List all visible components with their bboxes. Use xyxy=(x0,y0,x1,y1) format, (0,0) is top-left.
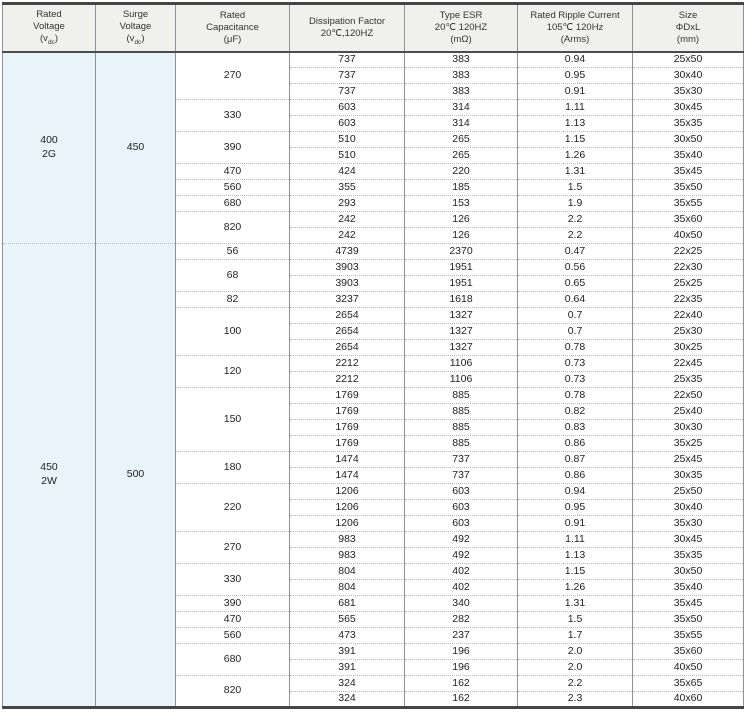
capacitance-cell: 390 xyxy=(176,596,290,612)
ripple-current-cell: 1.15 xyxy=(518,132,633,148)
dissipation-factor-cell: 242 xyxy=(290,212,405,228)
ripple-current-cell: 0.47 xyxy=(518,244,633,260)
esr-cell: 383 xyxy=(405,84,518,100)
esr-cell: 402 xyxy=(405,564,518,580)
size-cell: 35x65 xyxy=(633,676,744,692)
esr-cell: 1106 xyxy=(405,356,518,372)
esr-cell: 162 xyxy=(405,692,518,708)
capacitance-cell: 560 xyxy=(176,180,290,196)
size-cell: 25x50 xyxy=(633,484,744,500)
ripple-current-cell: 1.7 xyxy=(518,628,633,644)
esr-cell: 126 xyxy=(405,228,518,244)
dissipation-factor-cell: 391 xyxy=(290,660,405,676)
esr-cell: 185 xyxy=(405,180,518,196)
ripple-current-cell: 2.2 xyxy=(518,212,633,228)
size-cell: 30x35 xyxy=(633,468,744,484)
size-cell: 35x35 xyxy=(633,548,744,564)
capacitance-cell: 470 xyxy=(176,164,290,180)
esr-cell: 340 xyxy=(405,596,518,612)
dissipation-factor-cell: 983 xyxy=(290,548,405,564)
ripple-current-cell: 0.73 xyxy=(518,356,633,372)
ripple-current-cell: 0.95 xyxy=(518,68,633,84)
size-cell: 35x50 xyxy=(633,612,744,628)
esr-cell: 162 xyxy=(405,676,518,692)
ripple-current-cell: 2.3 xyxy=(518,692,633,708)
header-line: Dissipation Factor xyxy=(308,16,386,28)
capacitance-cell: 100 xyxy=(176,308,290,356)
capacitance-cell: 820 xyxy=(176,676,290,708)
header-dissipation-factor xyxy=(290,4,405,52)
header-unit: (mΩ) xyxy=(450,33,472,45)
ripple-current-cell: 1.5 xyxy=(518,612,633,628)
esr-cell: 196 xyxy=(405,660,518,676)
dissipation-factor-cell: 565 xyxy=(290,612,405,628)
esr-cell: 737 xyxy=(405,452,518,468)
dissipation-factor-cell: 737 xyxy=(290,84,405,100)
header-line: 20℃ 120HZ xyxy=(434,21,488,33)
size-cell: 35x45 xyxy=(633,596,744,612)
capacitor-spec-table xyxy=(2,2,744,709)
size-cell: 35x30 xyxy=(633,516,744,532)
dissipation-factor-cell: 737 xyxy=(290,52,405,68)
esr-cell: 265 xyxy=(405,148,518,164)
size-cell: 22x30 xyxy=(633,260,744,276)
rated-voltage-line: 400 xyxy=(40,134,58,147)
ripple-current-cell: 0.78 xyxy=(518,388,633,404)
dissipation-factor-cell: 983 xyxy=(290,532,405,548)
header-line: Voltage xyxy=(119,21,152,33)
size-cell: 25x30 xyxy=(633,324,744,340)
esr-cell: 737 xyxy=(405,468,518,484)
header-unit: (Arms) xyxy=(560,33,590,45)
header-line: Type ESR xyxy=(439,10,483,22)
header-unit: (mm) xyxy=(676,33,700,45)
unit-sub: dc xyxy=(134,38,142,46)
ripple-current-cell: 0.94 xyxy=(518,52,633,68)
dissipation-factor-cell: 242 xyxy=(290,228,405,244)
esr-cell: 492 xyxy=(405,532,518,548)
size-cell: 22x35 xyxy=(633,292,744,308)
esr-cell: 153 xyxy=(405,196,518,212)
esr-cell: 196 xyxy=(405,644,518,660)
esr-cell: 282 xyxy=(405,612,518,628)
size-cell: 35x55 xyxy=(633,196,744,212)
capacitance-cell: 180 xyxy=(176,452,290,484)
size-cell: 25x45 xyxy=(633,452,744,468)
esr-cell: 603 xyxy=(405,500,518,516)
dissipation-factor-cell: 1769 xyxy=(290,420,405,436)
unit-sub: dc xyxy=(47,38,55,46)
capacitance-cell: 56 xyxy=(176,244,290,260)
size-cell: 25x35 xyxy=(633,372,744,388)
capacitance-cell: 390 xyxy=(176,132,290,164)
size-cell: 35x40 xyxy=(633,148,744,164)
size-cell: 25x25 xyxy=(633,276,744,292)
esr-cell: 885 xyxy=(405,388,518,404)
ripple-current-cell: 1.26 xyxy=(518,580,633,596)
dissipation-factor-cell: 804 xyxy=(290,564,405,580)
dissipation-factor-cell: 1769 xyxy=(290,388,405,404)
size-cell: 30x50 xyxy=(633,132,744,148)
dissipation-factor-cell: 1206 xyxy=(290,500,405,516)
size-cell: 35x60 xyxy=(633,644,744,660)
size-cell: 30x40 xyxy=(633,68,744,84)
ripple-current-cell: 0.87 xyxy=(518,452,633,468)
dissipation-factor-cell: 804 xyxy=(290,580,405,596)
ripple-current-cell: 1.31 xyxy=(518,164,633,180)
esr-cell: 1618 xyxy=(405,292,518,308)
capacitance-cell: 68 xyxy=(176,260,290,292)
ripple-current-cell: 2.2 xyxy=(518,676,633,692)
ripple-current-cell: 0.7 xyxy=(518,324,633,340)
ripple-current-cell: 0.83 xyxy=(518,420,633,436)
ripple-current-cell: 1.5 xyxy=(518,180,633,196)
header-surge-voltage xyxy=(96,4,176,52)
ripple-current-cell: 1.13 xyxy=(518,116,633,132)
ripple-current-cell: 1.9 xyxy=(518,196,633,212)
ripple-current-cell: 1.15 xyxy=(518,564,633,580)
size-cell: 25x40 xyxy=(633,404,744,420)
esr-cell: 492 xyxy=(405,548,518,564)
esr-cell: 603 xyxy=(405,516,518,532)
size-cell: 35x40 xyxy=(633,580,744,596)
size-cell: 30x45 xyxy=(633,532,744,548)
dissipation-factor-cell: 737 xyxy=(290,68,405,84)
esr-cell: 314 xyxy=(405,116,518,132)
ripple-current-cell: 0.7 xyxy=(518,308,633,324)
ripple-current-cell: 0.94 xyxy=(518,484,633,500)
ripple-current-cell: 0.91 xyxy=(518,84,633,100)
ripple-current-cell: 0.56 xyxy=(518,260,633,276)
size-cell: 35x25 xyxy=(633,436,744,452)
ripple-current-cell: 0.86 xyxy=(518,468,633,484)
header-unit: (μF) xyxy=(223,33,242,45)
ripple-current-cell: 2.0 xyxy=(518,644,633,660)
size-cell: 35x60 xyxy=(633,212,744,228)
esr-cell: 126 xyxy=(405,212,518,228)
dissipation-factor-cell: 324 xyxy=(290,692,405,708)
unit-post: ) xyxy=(141,32,145,44)
header-ripple-current xyxy=(518,4,633,52)
size-cell: 22x40 xyxy=(633,308,744,324)
surge-voltage-cell: 450 xyxy=(96,52,176,244)
esr-cell: 265 xyxy=(405,132,518,148)
dissipation-factor-cell: 355 xyxy=(290,180,405,196)
ripple-current-cell: 2.2 xyxy=(518,228,633,244)
table-row xyxy=(3,52,744,68)
size-cell: 40x50 xyxy=(633,228,744,244)
esr-cell: 383 xyxy=(405,52,518,68)
esr-cell: 220 xyxy=(405,164,518,180)
esr-cell: 314 xyxy=(405,100,518,116)
dissipation-factor-cell: 510 xyxy=(290,148,405,164)
size-cell: 30x50 xyxy=(633,564,744,580)
table-body xyxy=(3,52,744,708)
esr-cell: 402 xyxy=(405,580,518,596)
size-cell: 35x35 xyxy=(633,116,744,132)
ripple-current-cell: 1.11 xyxy=(518,100,633,116)
dissipation-factor-cell: 2212 xyxy=(290,356,405,372)
ripple-current-cell: 0.65 xyxy=(518,276,633,292)
size-cell: 35x50 xyxy=(633,180,744,196)
capacitance-cell: 560 xyxy=(176,628,290,644)
esr-cell: 603 xyxy=(405,484,518,500)
size-cell: 22x50 xyxy=(633,388,744,404)
esr-cell: 1327 xyxy=(405,324,518,340)
dissipation-factor-cell: 324 xyxy=(290,676,405,692)
unit-post: ) xyxy=(54,32,58,44)
header-line: Voltage xyxy=(33,21,65,33)
unit-pre: (v xyxy=(40,32,48,44)
dissipation-factor-cell: 1206 xyxy=(290,484,405,500)
size-cell: 30x45 xyxy=(633,100,744,116)
esr-cell: 383 xyxy=(405,68,518,84)
size-cell: 25x50 xyxy=(633,52,744,68)
header-unit xyxy=(3,33,95,46)
header-capacitance xyxy=(176,4,290,52)
ripple-current-cell: 0.86 xyxy=(518,436,633,452)
header-esr xyxy=(405,4,518,52)
dissipation-factor-cell: 4739 xyxy=(290,244,405,260)
dissipation-factor-cell: 2212 xyxy=(290,372,405,388)
capacitance-cell: 680 xyxy=(176,644,290,676)
dissipation-factor-cell: 1474 xyxy=(290,468,405,484)
esr-cell: 885 xyxy=(405,420,518,436)
esr-cell: 1327 xyxy=(405,340,518,356)
unit-pre: (v xyxy=(126,32,135,44)
header-line: Size xyxy=(678,10,698,22)
header-line: Rated xyxy=(219,10,246,22)
capacitance-cell: 470 xyxy=(176,612,290,628)
ripple-current-cell: 0.91 xyxy=(518,516,633,532)
dissipation-factor-cell: 510 xyxy=(290,132,405,148)
header-line: Surge xyxy=(122,9,149,21)
dissipation-factor-cell: 293 xyxy=(290,196,405,212)
rated-voltage-line: 2W xyxy=(41,475,57,487)
table-header xyxy=(3,4,744,52)
ripple-current-cell: 0.95 xyxy=(518,500,633,516)
capacitance-cell: 820 xyxy=(176,212,290,244)
rated-voltage-line: 2G xyxy=(41,147,56,160)
size-cell: 30x40 xyxy=(633,500,744,516)
size-cell: 35x30 xyxy=(633,84,744,100)
size-cell: 35x45 xyxy=(633,164,744,180)
dissipation-factor-cell: 603 xyxy=(290,100,405,116)
ripple-current-cell: 1.31 xyxy=(518,596,633,612)
header-unit xyxy=(96,33,175,46)
dissipation-factor-cell: 1206 xyxy=(290,516,405,532)
header-rated-voltage xyxy=(3,4,96,52)
esr-cell: 885 xyxy=(405,436,518,452)
esr-cell: 1951 xyxy=(405,276,518,292)
capacitance-cell: 82 xyxy=(176,292,290,308)
capacitance-cell: 270 xyxy=(176,532,290,564)
dissipation-factor-cell: 603 xyxy=(290,116,405,132)
dissipation-factor-cell: 2654 xyxy=(290,324,405,340)
dissipation-factor-cell: 3237 xyxy=(290,292,405,308)
capacitance-cell: 220 xyxy=(176,484,290,532)
ripple-current-cell: 0.78 xyxy=(518,340,633,356)
size-cell: 40x60 xyxy=(633,692,744,708)
rated-voltage-cell xyxy=(3,244,96,708)
capacitance-cell: 150 xyxy=(176,388,290,452)
size-cell: 22x25 xyxy=(633,244,744,260)
capacitance-cell: 680 xyxy=(176,196,290,212)
header-size xyxy=(633,4,744,52)
esr-cell: 237 xyxy=(405,628,518,644)
header-line: 105℃ 120Hz xyxy=(546,21,604,33)
ripple-current-cell: 0.73 xyxy=(518,372,633,388)
header-line: Capacitance xyxy=(206,21,259,33)
esr-cell: 1106 xyxy=(405,372,518,388)
dissipation-factor-cell: 1769 xyxy=(290,436,405,452)
dissipation-factor-cell: 2654 xyxy=(290,308,405,324)
rated-voltage-cell xyxy=(3,52,96,244)
header-line: Rated Ripple Current xyxy=(530,10,620,22)
header-row xyxy=(3,4,744,52)
header-line: Rated xyxy=(36,9,62,21)
rated-voltage-line: 450 xyxy=(40,461,58,474)
ripple-current-cell: 1.11 xyxy=(518,532,633,548)
dissipation-factor-cell: 1769 xyxy=(290,404,405,420)
size-cell: 22x45 xyxy=(633,356,744,372)
dissipation-factor-cell: 2654 xyxy=(290,340,405,356)
size-cell: 30x30 xyxy=(633,420,744,436)
ripple-current-cell: 1.26 xyxy=(518,148,633,164)
size-cell: 40x50 xyxy=(633,660,744,676)
dissipation-factor-cell: 3903 xyxy=(290,276,405,292)
esr-cell: 1951 xyxy=(405,260,518,276)
size-cell: 35x55 xyxy=(633,628,744,644)
ripple-current-cell: 0.64 xyxy=(518,292,633,308)
dissipation-factor-cell: 473 xyxy=(290,628,405,644)
ripple-current-cell: 2.0 xyxy=(518,660,633,676)
dissipation-factor-cell: 681 xyxy=(290,596,405,612)
dissipation-factor-cell: 3903 xyxy=(290,260,405,276)
esr-cell: 885 xyxy=(405,404,518,420)
dissipation-factor-cell: 391 xyxy=(290,644,405,660)
dissipation-factor-cell: 424 xyxy=(290,164,405,180)
ripple-current-cell: 0.82 xyxy=(518,404,633,420)
size-cell: 30x25 xyxy=(633,340,744,356)
ripple-current-cell: 1.13 xyxy=(518,548,633,564)
header-line: ΦDxL xyxy=(675,21,701,33)
dissipation-factor-cell: 1474 xyxy=(290,452,405,468)
capacitance-cell: 330 xyxy=(176,100,290,132)
capacitance-cell: 120 xyxy=(176,356,290,388)
table-row xyxy=(3,244,744,260)
surge-voltage-cell: 500 xyxy=(96,244,176,708)
capacitance-cell: 270 xyxy=(176,52,290,100)
esr-cell: 2370 xyxy=(405,244,518,260)
header-line: 20℃,120HZ xyxy=(320,27,374,39)
esr-cell: 1327 xyxy=(405,308,518,324)
capacitance-cell: 330 xyxy=(176,564,290,596)
